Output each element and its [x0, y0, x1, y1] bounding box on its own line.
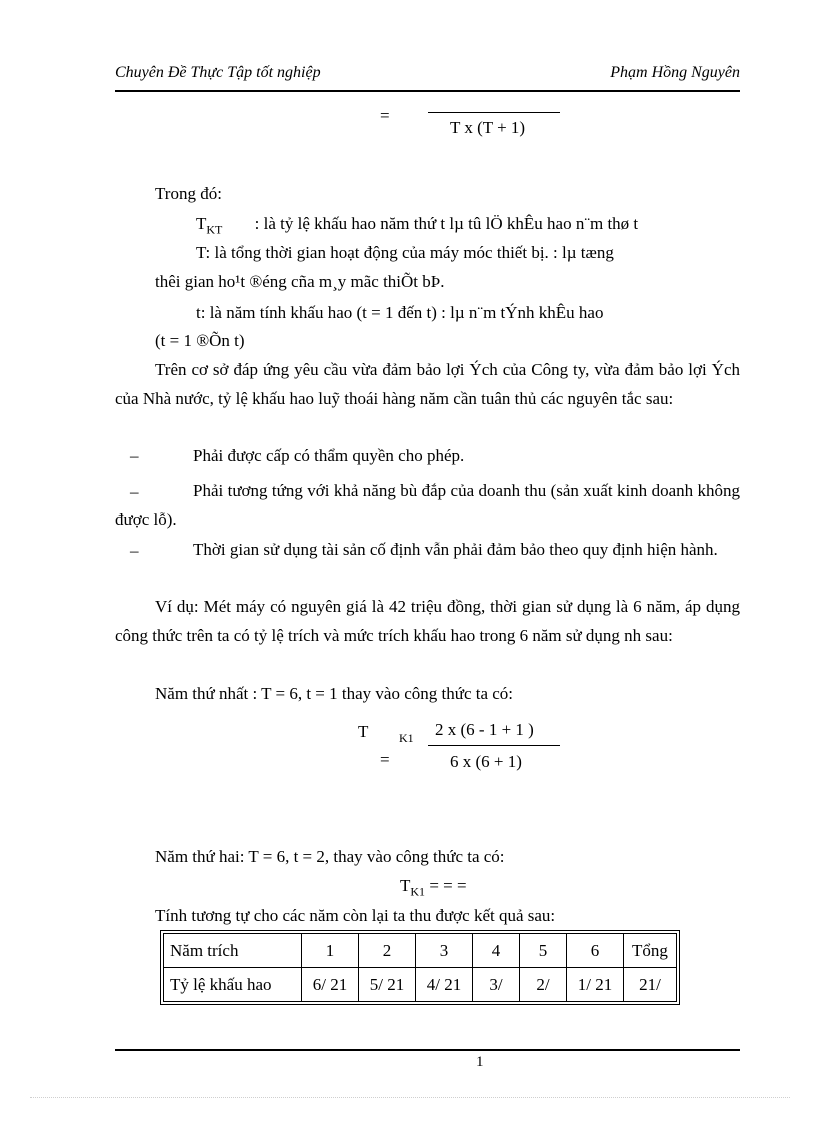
table-cell: Tổng: [624, 934, 677, 968]
definition-t-line1: T: là tổng thời gian hoạt động của máy móc thiết bị. : lµ tæng: [196, 243, 614, 262]
table-cell: 5: [520, 934, 567, 968]
rule2-text: Phải tương tứng với khả năng bù đắp của doanh thu (sản xuất kinh doanh không được lỗ).: [115, 481, 740, 529]
rule1-dash: –: [130, 446, 139, 465]
formula-k1-equals: =: [380, 750, 390, 769]
table-cell: 1: [302, 934, 359, 968]
tkt-symbol: T: [196, 214, 207, 233]
table-cell: 4/ 21: [416, 968, 473, 1002]
definition-t-line2: thêi gian ho¹t ®éng cña m¸y mãc thiÕt bÞ.: [155, 272, 445, 291]
formula-k1-symbol: T: [358, 722, 369, 741]
rule3-text: Thời gian sử dụng tài sản cố định vẫn phải đảm bảo theo quy định hiện hành.: [193, 540, 718, 559]
table-cell: 3: [416, 934, 473, 968]
tkt-text: : là tỷ lệ khấu hao năm thứ t lµ tû lÖ khÊu hao n¨m thø t: [254, 214, 639, 233]
table-cell: 6/ 21: [302, 968, 359, 1002]
header-right: Phạm Hồng Nguyên: [610, 64, 740, 81]
formula-k1-numerator: 2 x (6 - 1 + 1 ): [435, 720, 534, 739]
table-row: [164, 968, 677, 1002]
formula-k2: [400, 876, 467, 899]
rule3-dash: –: [130, 541, 139, 560]
header-rule: [115, 90, 740, 92]
formula-top-equals: =: [380, 106, 390, 125]
table-cell: 1/ 21: [567, 968, 624, 1002]
table-cell: 21/: [624, 968, 677, 1002]
formula-top-denominator: T x (T + 1): [450, 118, 526, 137]
similar-text: Tính tương tự cho các năm còn lại ta thu được kết quả sau:: [155, 906, 556, 925]
formula-k1-denominator: 6 x (6 + 1): [450, 752, 522, 771]
table-cell: 3/: [473, 968, 520, 1002]
formula-k1-subscript: K1: [399, 731, 414, 745]
formula-k2-rest: = = =: [425, 876, 467, 895]
depreciation-table: [163, 933, 677, 1002]
footer-rule: [115, 1049, 740, 1051]
definition-tkt: [196, 214, 638, 237]
formula-top-fraction-bar: [428, 112, 560, 113]
table-cell: 6: [567, 934, 624, 968]
paragraph-example: Ví dụ: Mét máy có nguyên giá là 42 triệu đồng, thời gian sử dụng là 6 năm, áp dụng công thức trên ta có tỷ lệ trích và mức trích khấu hao trong 6 năm sử dụng nh sau:: [115, 597, 740, 645]
year2-text: Năm thứ hai: T = 6, t = 2, thay vào công thức ta có:: [155, 847, 505, 866]
page-number: 1: [476, 1054, 484, 1070]
definition-tt-line1: t: là năm tính khấu hao (t = 1 đến t) : lµ n¨m tÝnh khÊu hao: [196, 303, 604, 322]
page-bottom-border: [30, 1097, 790, 1098]
table-cell: 5/ 21: [359, 968, 416, 1002]
rule2-dash: –: [130, 482, 139, 501]
table-cell: 2: [359, 934, 416, 968]
rule1-text: Phải được cấp có thẩm quyền cho phép.: [193, 446, 465, 465]
table-cell: Tỷ lệ khấu hao: [164, 968, 302, 1002]
formula-k2-subscript: K1: [410, 884, 426, 899]
paragraph-basis: Trên cơ sở đáp ứng yêu cầu vừa đảm bảo lợi Ých của Công ty, vừa đảm bảo lợi Ých của Nhà nước, tỷ lệ khấu hao luỹ thoái hàng năm cần tuân thủ các nguyên tắc sau:: [115, 360, 740, 408]
definition-tt-line2: (t = 1 ®Õn t): [155, 331, 245, 350]
table-cell: 2/: [520, 968, 567, 1002]
table-header-row: [164, 934, 677, 968]
formula-k1-fraction-bar: [428, 745, 560, 746]
table-cell: Năm trích: [164, 934, 302, 968]
table-cell: 4: [473, 934, 520, 968]
header-left: Chuyên Đề Thực Tập tốt nghiệp: [115, 64, 321, 81]
formula-k2-symbol: T: [400, 876, 411, 895]
year1-text: Năm thứ nhất : T = 6, t = 1 thay vào công thức ta có:: [155, 684, 514, 703]
definitions-intro: Trong đó:: [155, 184, 222, 203]
tkt-subscript: KT: [206, 222, 223, 237]
